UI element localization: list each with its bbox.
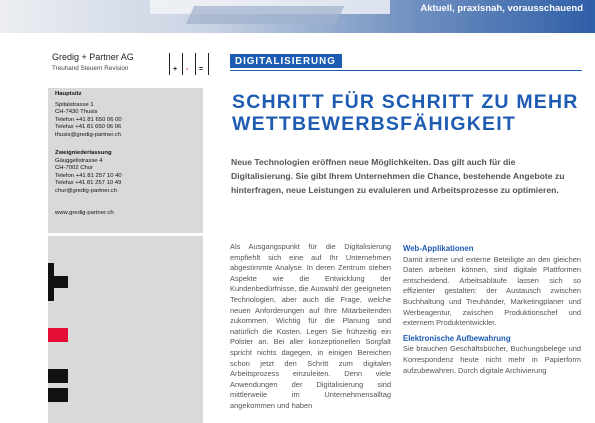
office-heading: Zweigniederlassung	[55, 150, 112, 156]
office-branch	[55, 150, 200, 195]
website-link[interactable]: www.gredig-partner.ch	[55, 210, 114, 216]
office-fax: Telefax +41 81 257 10 49	[55, 180, 122, 186]
body-column-right	[403, 244, 581, 376]
banner-photo-keyboard	[186, 6, 344, 24]
page-title	[232, 91, 592, 135]
subheading-web-apps: Web-Applikationen	[403, 244, 474, 253]
office-street: Spitalstrasse 1	[55, 101, 94, 108]
office-email-link[interactable]: thusis@gredig-partner.ch	[55, 131, 121, 138]
office-email-link[interactable]: chur@gredig-partner.ch	[55, 187, 117, 194]
office-street: Gäuggelistrasse 4	[55, 157, 103, 164]
office-phone: Telefon +41 81 257 10 40	[55, 172, 122, 179]
deco-plus-horizontal	[48, 276, 68, 288]
paragraph-archiving: Sie brauchen Geschäftsbücher, Buchungsbelege und Korrespondenz heute nicht mehr in Papierform aufzubewahren. Durch digitale Archivierung	[403, 344, 581, 375]
logo-equals-icon: =	[199, 66, 204, 73]
office-city: CH-7430 Thusis	[55, 109, 98, 115]
title-line: SCHRITT FÜR SCHRITT ZU MEHR	[232, 91, 579, 113]
header-banner	[0, 0, 595, 33]
office-main	[55, 91, 200, 139]
deco-minus-block	[48, 328, 68, 342]
sidebar-divider	[48, 233, 203, 236]
office-phone: Telefon +41 81 650 06 00	[55, 116, 122, 123]
logo-marks	[169, 53, 209, 75]
office-fax: Telefax +41 81 650 06 06	[55, 124, 122, 130]
lead-paragraph: Neue Technologien eröffnen neue Möglichkeiten. Das gilt auch für die Digitalisierung. Sie gibt Ihrem Unternehmen die Chance, bestehende Angebote zu hinterfragen, neue Leistungen zu evaluieren und Arbeitsprozesse zu optimieren.	[231, 157, 565, 196]
deco-equals-bottom	[48, 388, 68, 402]
company-services: Treuhand Steuern Revision	[52, 65, 129, 72]
logo-minus-icon: -	[186, 66, 189, 73]
body-column-left: Als Ausgangspunkt für die Digitalisierung empfiehlt sich eine auf Ihr Unternehmen abgestimmte Analyse. In deren Zentrum stehen Aspekte wie die Entwicklung der Kundenbedürfnisse, die Auswahl der geeigneten Technologien, aber auch die Frage, welche neuen Anforderungen auf Ihre Mitarbeitenden zukommen. Wichtig für die Planung sind natürlich die Kosten. Legen Sie frühzeitig ein Polster an. Bei aller konzeptionellen Sorgfalt spricht nichts dagegen, in einigen Bereichen schon jetzt den Schritt zum digitalen Arbeitsprozess einzuleiten. Denn viele Anwendungen der Digitalisierung sind mittlerweile im Unternehmensalltag angekommen und haben	[230, 242, 391, 410]
paragraph-web-apps: Damit interne und externe Beteiligte an den gleichen Daten arbeiten können, sind digitale Plattformen entscheidend. Arbeitsabläufe lassen sich so effizienter gestalten: der Austausch zwischen Buchhaltung und Treuhänder, Marketingplaner und Werbeagentur, zwischen Produktionschef und externem Produktentwickler.	[403, 254, 581, 328]
office-heading: Hauptsitz	[55, 91, 82, 97]
office-city: CH-7002 Chur	[55, 165, 93, 171]
logo-plus-icon: +	[173, 66, 178, 73]
subheading-archiving: Elektronische Aufbewahrung	[403, 333, 511, 343]
company-name: Gredig + Partner AG	[52, 52, 134, 62]
deco-equals-top	[48, 369, 68, 383]
section-rule	[230, 70, 582, 71]
company-logo	[52, 52, 212, 78]
banner-tagline: Aktuell, praxisnah, vorausschauend	[420, 3, 583, 14]
title-line: WETTBEWERBSFÄHIGKEIT	[232, 113, 516, 135]
section-label: DIGITALISIERUNG	[230, 54, 342, 68]
